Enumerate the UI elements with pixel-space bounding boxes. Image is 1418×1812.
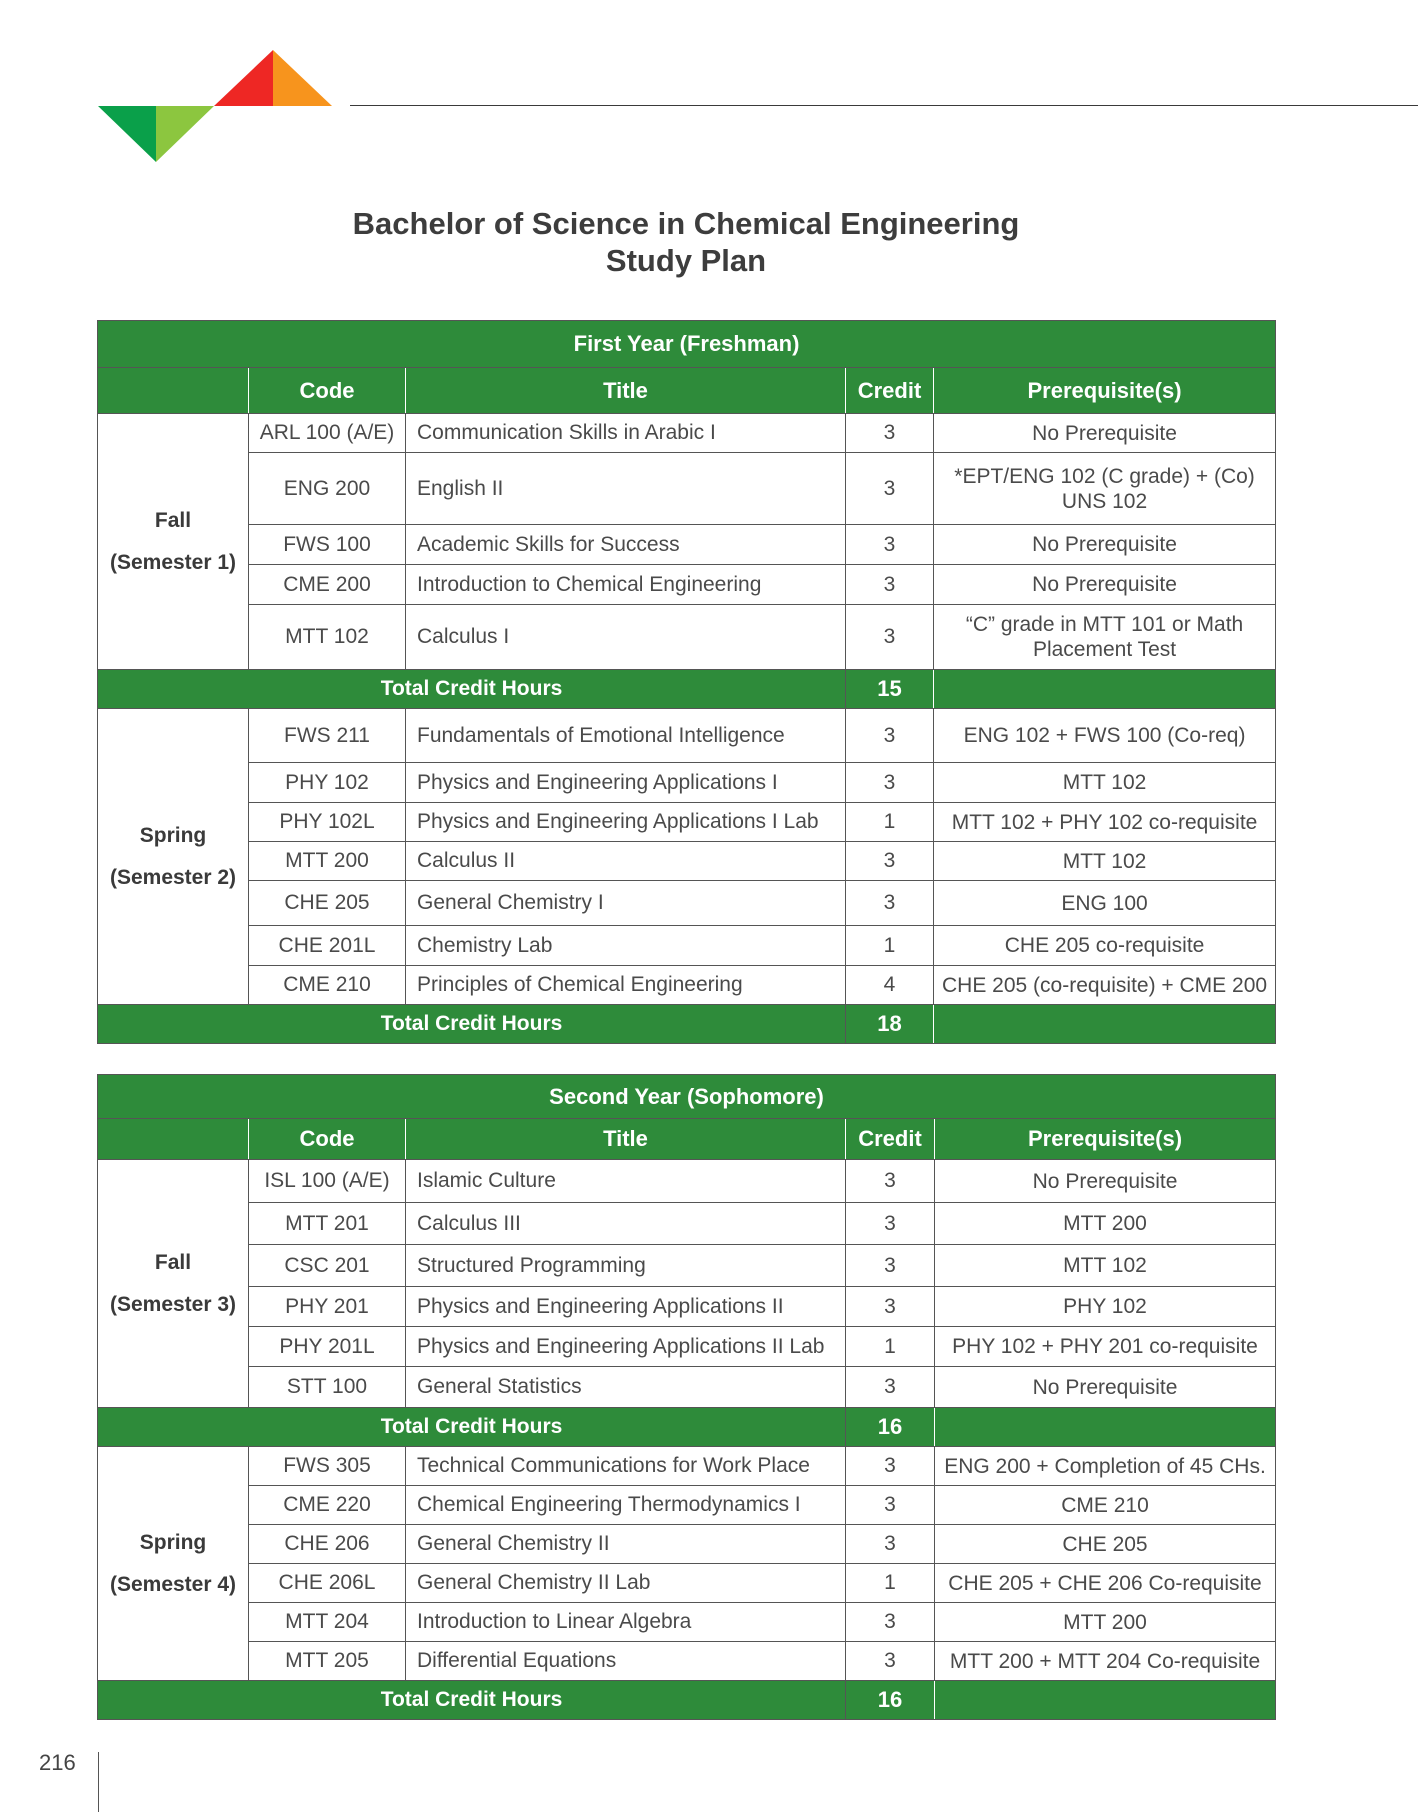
course-prereq: CHE 205 co-requisite — [934, 926, 1276, 966]
semester-number: (Semester 3) — [109, 1292, 237, 1316]
table-row — [98, 1245, 1276, 1287]
course-title: Fundamentals of Emotional Intelligence — [406, 709, 846, 763]
course-title: Differential Equations — [406, 1642, 846, 1681]
course-credit: 3 — [846, 763, 934, 803]
prereq-column-header: Prerequisite(s) — [935, 1119, 1276, 1160]
prereq-column-header: Prerequisite(s) — [934, 368, 1276, 414]
course-code: PHY 102 — [249, 763, 406, 803]
header-rule — [350, 105, 1418, 106]
credit-column-header: Credit — [846, 368, 934, 414]
logo-red-triangle — [214, 50, 273, 106]
table-row — [98, 966, 1276, 1005]
course-prereq: CME 210 — [935, 1486, 1276, 1525]
course-code: MTT 205 — [249, 1642, 406, 1681]
course-title: Principles of Chemical Engineering — [406, 966, 846, 1005]
table-row — [98, 926, 1276, 966]
total-label: Total Credit Hours — [98, 1408, 846, 1447]
course-title: General Statistics — [406, 1367, 846, 1408]
course-credit: 3 — [846, 414, 934, 453]
course-credit: 3 — [846, 842, 934, 881]
course-title: Calculus I — [406, 605, 846, 670]
course-credit: 3 — [846, 453, 934, 525]
title-column-header: Title — [406, 368, 846, 414]
course-credit: 3 — [846, 709, 934, 763]
semester-number: (Semester 1) — [109, 550, 237, 574]
title-line-2: Study Plan — [605, 243, 767, 278]
semester-label — [98, 709, 249, 1005]
total-blank — [934, 1005, 1276, 1044]
total-row — [98, 670, 1276, 709]
total-row — [98, 1408, 1276, 1447]
table-row — [98, 1160, 1276, 1203]
course-code: MTT 200 — [249, 842, 406, 881]
table-row — [98, 1287, 1276, 1327]
course-credit: 1 — [846, 1327, 935, 1367]
course-prereq: No Prerequisite — [935, 1367, 1276, 1408]
semester-term: Spring — [139, 823, 207, 847]
course-prereq: MTT 102 + PHY 102 co-requisite — [934, 803, 1276, 842]
course-code: ARL 100 (A/E) — [249, 414, 406, 453]
course-code: FWS 100 — [249, 525, 406, 565]
course-code: CHE 206L — [249, 1564, 406, 1603]
course-title: Calculus III — [406, 1203, 846, 1245]
course-code: CHE 205 — [249, 881, 406, 926]
course-code: PHY 201L — [249, 1327, 406, 1367]
course-prereq: PHY 102 + PHY 201 co-requisite — [935, 1327, 1276, 1367]
total-blank — [934, 670, 1276, 709]
total-credit: 15 — [846, 670, 934, 709]
course-title: General Chemistry II — [406, 1525, 846, 1564]
triangle-logo-icon — [98, 50, 338, 162]
column-header-row — [98, 1119, 1276, 1160]
course-code: PHY 201 — [249, 1287, 406, 1327]
course-title: Structured Programming — [406, 1245, 846, 1287]
total-label: Total Credit Hours — [98, 670, 846, 709]
table-row — [98, 414, 1276, 453]
total-blank — [935, 1408, 1276, 1447]
logo-lightgreen-triangle — [156, 106, 214, 162]
course-credit: 3 — [846, 1245, 935, 1287]
course-credit: 3 — [846, 1525, 935, 1564]
course-title: Chemistry Lab — [406, 926, 846, 966]
total-blank — [935, 1681, 1276, 1720]
semester-column-header — [98, 1119, 249, 1160]
table-row — [98, 803, 1276, 842]
course-title: Academic Skills for Success — [406, 525, 846, 565]
second-year-table — [97, 1074, 1276, 1720]
course-code: CHE 201L — [249, 926, 406, 966]
page-number-rule — [98, 1752, 99, 1812]
total-credit: 16 — [846, 1408, 935, 1447]
total-credit: 18 — [846, 1005, 934, 1044]
course-title: English II — [406, 453, 846, 525]
table-row — [98, 565, 1276, 605]
total-credit: 16 — [846, 1681, 935, 1720]
course-prereq: No Prerequisite — [935, 1160, 1276, 1203]
code-column-header: Code — [249, 368, 406, 414]
course-title: Communication Skills in Arabic I — [406, 414, 846, 453]
course-prereq: MTT 200 — [935, 1203, 1276, 1245]
table-row — [98, 605, 1276, 670]
course-credit: 3 — [846, 1447, 935, 1486]
semester-number: (Semester 4) — [109, 1572, 237, 1596]
course-title: Physics and Engineering Applications II Lab — [406, 1327, 846, 1367]
course-code: CME 200 — [249, 565, 406, 605]
course-prereq: “C” grade in MTT 101 or Math Placement Test — [934, 605, 1276, 670]
course-credit: 3 — [846, 1203, 935, 1245]
course-prereq: ENG 102 + FWS 100 (Co-req) — [934, 709, 1276, 763]
table-row — [98, 1564, 1276, 1603]
year-title: Second Year (Sophomore) — [98, 1075, 1276, 1119]
table-row — [98, 881, 1276, 926]
total-row — [98, 1005, 1276, 1044]
course-credit: 3 — [846, 605, 934, 670]
course-code: STT 100 — [249, 1367, 406, 1408]
course-title: Physics and Engineering Applications I Lab — [406, 803, 846, 842]
course-prereq: MTT 102 — [934, 763, 1276, 803]
course-credit: 3 — [846, 525, 934, 565]
table-row — [98, 1642, 1276, 1681]
column-header-row — [98, 368, 1276, 414]
course-title: Islamic Culture — [406, 1160, 846, 1203]
table-row — [98, 1603, 1276, 1642]
course-prereq: No Prerequisite — [934, 414, 1276, 453]
course-code: ENG 200 — [249, 453, 406, 525]
course-title: Physics and Engineering Applications I — [406, 763, 846, 803]
course-prereq: MTT 200 + MTT 204 Co-requisite — [935, 1642, 1276, 1681]
page-title — [0, 205, 1372, 279]
course-prereq: MTT 102 — [934, 842, 1276, 881]
table-row — [98, 1367, 1276, 1408]
semester-column-header — [98, 368, 249, 414]
table-row — [98, 525, 1276, 565]
table-row — [98, 1327, 1276, 1367]
title-column-header: Title — [406, 1119, 846, 1160]
course-credit: 1 — [846, 926, 934, 966]
page-number: 216 — [39, 1750, 76, 1775]
course-credit: 1 — [846, 803, 934, 842]
total-row — [98, 1681, 1276, 1720]
course-credit: 3 — [846, 1160, 935, 1203]
table-row — [98, 453, 1276, 525]
logo-orange-triangle — [273, 50, 332, 106]
course-credit: 3 — [846, 1603, 935, 1642]
course-code: FWS 305 — [249, 1447, 406, 1486]
table-row — [98, 763, 1276, 803]
course-credit: 3 — [846, 565, 934, 605]
year-title: First Year (Freshman) — [98, 321, 1276, 368]
first-year-table — [97, 320, 1276, 1044]
semester-label — [98, 414, 249, 670]
total-label: Total Credit Hours — [98, 1005, 846, 1044]
course-credit: 3 — [846, 881, 934, 926]
course-code: CME 220 — [249, 1486, 406, 1525]
course-prereq: ENG 200 + Completion of 45 CHs. — [935, 1447, 1276, 1486]
year-header-row — [98, 321, 1276, 368]
course-title: Introduction to Linear Algebra — [406, 1603, 846, 1642]
course-prereq: MTT 102 — [935, 1245, 1276, 1287]
course-title: Introduction to Chemical Engineering — [406, 565, 846, 605]
course-credit: 3 — [846, 1367, 935, 1408]
course-code: MTT 204 — [249, 1603, 406, 1642]
semester-term: Fall — [154, 1250, 192, 1274]
course-credit: 3 — [846, 1486, 935, 1525]
course-prereq: ENG 100 — [934, 881, 1276, 926]
course-title: General Chemistry I — [406, 881, 846, 926]
semester-term: Fall — [154, 508, 192, 532]
course-prereq: PHY 102 — [935, 1287, 1276, 1327]
course-prereq: *EPT/ENG 102 (C grade) + (Co) UNS 102 — [934, 453, 1276, 525]
course-prereq: CHE 205 + CHE 206 Co-requisite — [935, 1564, 1276, 1603]
course-title: Physics and Engineering Applications II — [406, 1287, 846, 1327]
course-code: MTT 102 — [249, 605, 406, 670]
course-title: General Chemistry II Lab — [406, 1564, 846, 1603]
course-code: PHY 102L — [249, 803, 406, 842]
course-code: CSC 201 — [249, 1245, 406, 1287]
course-code: CHE 206 — [249, 1525, 406, 1564]
course-title: Calculus II — [406, 842, 846, 881]
table-row — [98, 842, 1276, 881]
year-header-row — [98, 1075, 1276, 1119]
course-prereq: No Prerequisite — [934, 565, 1276, 605]
total-label: Total Credit Hours — [98, 1681, 846, 1720]
course-code: MTT 201 — [249, 1203, 406, 1245]
course-title: Technical Communications for Work Place — [406, 1447, 846, 1486]
semester-number: (Semester 2) — [109, 865, 237, 889]
table-row — [98, 709, 1276, 763]
table-row — [98, 1447, 1276, 1486]
course-prereq: CHE 205 — [935, 1525, 1276, 1564]
table-row — [98, 1203, 1276, 1245]
logo-green-triangle — [98, 106, 156, 162]
semester-label — [98, 1447, 249, 1681]
table-row — [98, 1525, 1276, 1564]
course-code: ISL 100 (A/E) — [249, 1160, 406, 1203]
title-line-1: Bachelor of Science in Chemical Engineering — [352, 206, 1020, 241]
table-row — [98, 1486, 1276, 1525]
semester-term: Spring — [139, 1530, 207, 1554]
course-prereq: MTT 200 — [935, 1603, 1276, 1642]
code-column-header: Code — [249, 1119, 406, 1160]
course-prereq: No Prerequisite — [934, 525, 1276, 565]
course-prereq: CHE 205 (co-requisite) + CME 200 — [934, 966, 1276, 1005]
credit-column-header: Credit — [846, 1119, 935, 1160]
course-credit: 3 — [846, 1287, 935, 1327]
course-credit: 4 — [846, 966, 934, 1005]
course-credit: 1 — [846, 1564, 935, 1603]
course-code: CME 210 — [249, 966, 406, 1005]
course-title: Chemical Engineering Thermodynamics I — [406, 1486, 846, 1525]
course-code: FWS 211 — [249, 709, 406, 763]
course-credit: 3 — [846, 1642, 935, 1681]
semester-label — [98, 1160, 249, 1408]
